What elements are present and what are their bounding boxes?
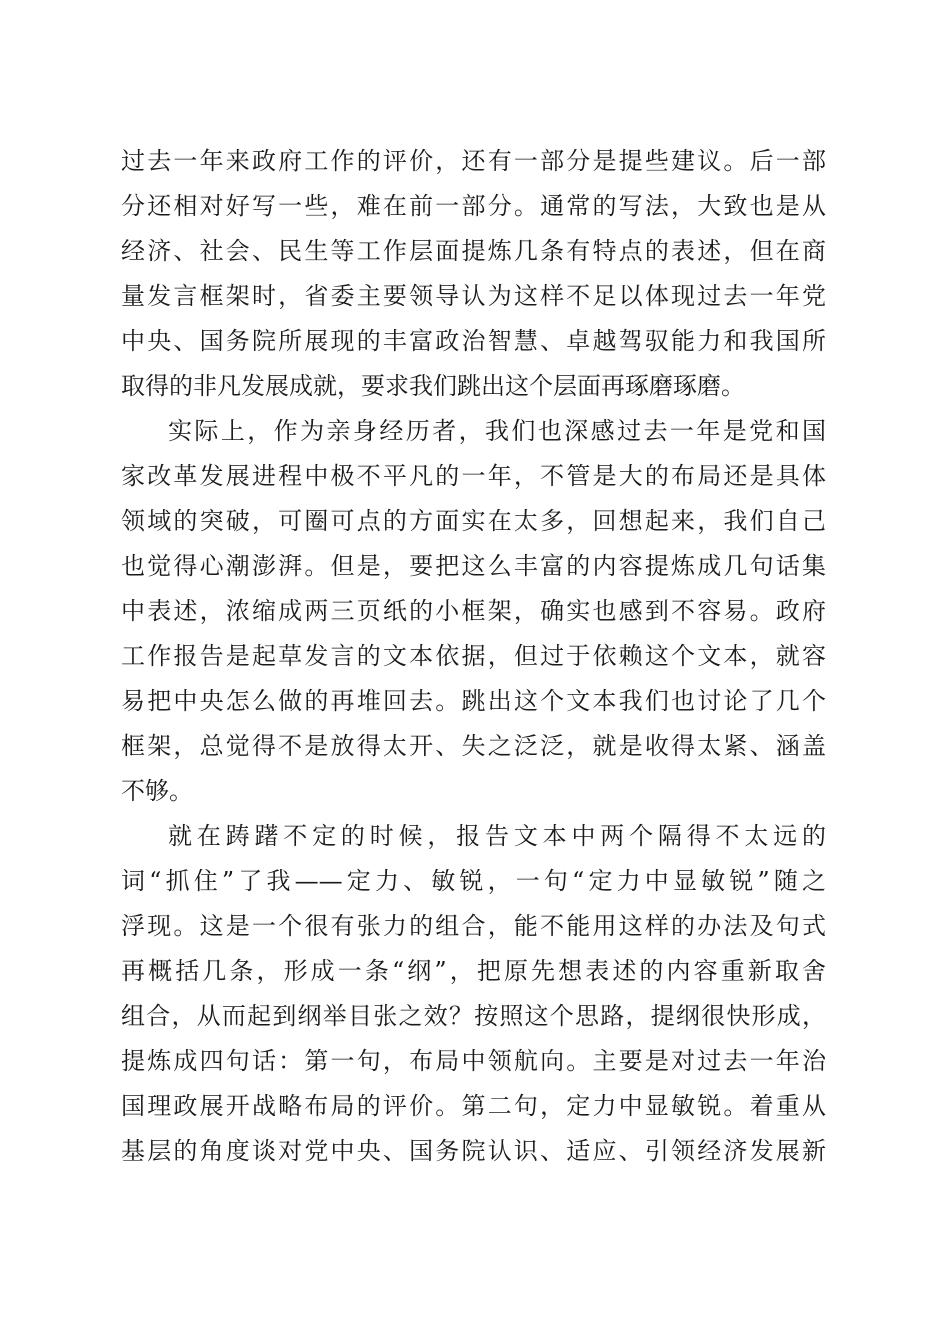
text-line: 量发言框架时，省委主要领导认为这样不足以体现过去一年党: [121, 282, 826, 310]
text-line: 经济、社会、民生等工作层面提炼几条有特点的表述，但在商: [121, 237, 826, 265]
text-line: 不够。: [121, 777, 193, 805]
text-line: 工作报告是起草发言的文本依据，但过于依赖这个文本，就容: [121, 642, 826, 670]
text-line: 提炼成四句话：第一句，布局中领航向。主要是对过去一年治: [121, 1047, 826, 1075]
text-line: 就在踌躇不定的时候，报告文本中两个隔得不太远的: [168, 822, 826, 850]
text-line: 易把中央怎么做的再堆回去。跳出这个文本我们也讨论了几个: [121, 687, 826, 715]
text-line: 国理政展开战略布局的评价。第二句，定力中显敏锐。着重从: [121, 1092, 826, 1120]
text-line: 过去一年来政府工作的评价，还有一部分是提些建议。后一部: [121, 147, 826, 175]
paragraph-3: [121, 814, 826, 1174]
text-line: 中表述，浓缩成两三页纸的小框架，确实也感到不容易。政府: [121, 597, 826, 625]
text-line: 基层的角度谈对党中央、国务院认识、适应、引领经济发展新: [121, 1137, 826, 1165]
text-line: 中央、国务院所展现的丰富政治智慧、卓越驾驭能力和我国所: [121, 327, 826, 355]
text-line: 家改革发展进程中极不平凡的一年，不管是大的布局还是具体: [121, 462, 826, 490]
paragraph-2: [121, 409, 826, 814]
text-line: 浮现。这是一个很有张力的组合，能不能用这样的办法及句式: [121, 912, 826, 940]
text-line: 也觉得心潮澎湃。但是，要把这么丰富的内容提炼成几句话集: [121, 552, 826, 580]
text-line: 词“抓住”了我——定力、敏锐，一句“定力中显敏锐”随之: [121, 867, 826, 895]
paragraph-1: [121, 139, 826, 409]
body-text: [121, 139, 826, 1174]
text-line: 再概括几条，形成一条“纲”，把原先想表述的内容重新取舍: [121, 957, 826, 985]
text-line: 取得的非凡发展成就，要求我们跳出这个层面再琢磨琢磨。: [121, 372, 745, 400]
text-line: 领域的突破，可圈可点的方面实在太多，回想起来，我们自己: [121, 507, 826, 535]
text-line: 实际上，作为亲身经历者，我们也深感过去一年是党和国: [168, 417, 826, 445]
text-line: 框架，总觉得不是放得太开、失之泛泛，就是收得太紧、涵盖: [121, 732, 826, 760]
text-line: 分还相对好写一些，难在前一部分。通常的写法，大致也是从: [121, 192, 826, 220]
text-line: 组合，从而起到纲举目张之效？按照这个思路，提纲很快形成，: [121, 1002, 826, 1030]
